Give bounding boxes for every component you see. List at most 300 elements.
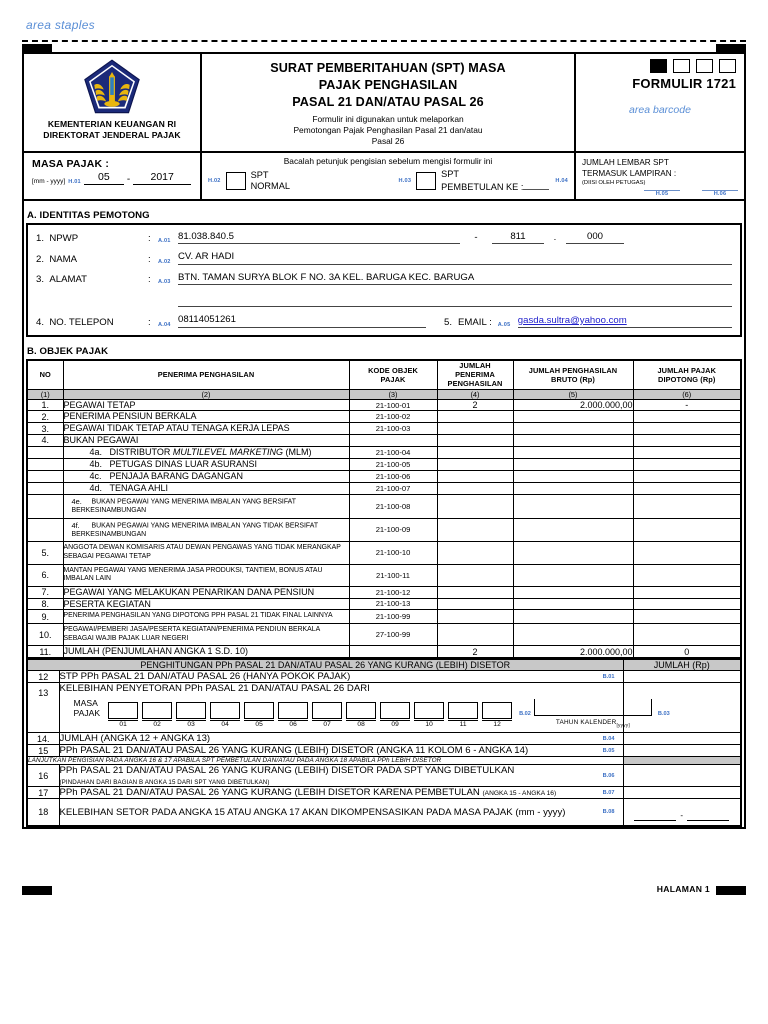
nama-colon: : [148, 253, 151, 265]
penghitungan-band-amount-header: JUMLAH (Rp) [623, 660, 741, 671]
row15-label: PPh PASAL 21 DAN/ATAU PASAL 26 YANG KURANG (LEBIH) DISETOR (ANGKA 11 KOLOM 6 - ANGKA 14) [59, 745, 529, 757]
row-pajak-dipotong[interactable] [633, 494, 741, 518]
barcode-area-label: area barcode [629, 104, 691, 116]
month-checkbox-06[interactable] [278, 702, 308, 728]
col-header-bruto-l2: BRUTO (Rp) [551, 374, 595, 384]
npwp-dot: . [553, 232, 557, 244]
row-pajak-dipotong[interactable] [633, 624, 741, 646]
row-penghasilan-bruto[interactable] [513, 542, 633, 564]
row13-masa-pajak-strip [60, 694, 670, 730]
month-checkbox-label-05: 05 [244, 720, 274, 728]
row-kode-objek-pajak: 21-100-01 [349, 399, 437, 411]
email-link[interactable]: gasda.sultra@yahoo.com [517, 314, 627, 326]
row12-label: STP PPh PASAL 21 DAN/ATAU PASAL 26 (HANYA POKOK PAJAK) [59, 671, 351, 683]
month-checkbox-label-10: 10 [414, 720, 444, 728]
row-penghasilan-bruto[interactable] [513, 624, 633, 646]
corner-mark-bottom-left [22, 886, 52, 895]
row-label-text: PEGAWAI TETAP [63, 399, 136, 410]
row-jumlah-penerima[interactable] [437, 598, 513, 610]
section-b-wrapper [24, 339, 744, 827]
npwp-row [36, 231, 732, 245]
alamat-colon: : [148, 274, 151, 286]
row-jumlah-penerima[interactable] [437, 482, 513, 494]
row-number: 8. [27, 598, 63, 610]
row13-tahun-format: [yyyy] [616, 723, 630, 729]
col-header-jumlah-penerima [437, 360, 513, 389]
row-label-text: PESERTA KEGIATAN [63, 598, 151, 609]
row-sub-number: 4e. [71, 496, 82, 506]
row-label [63, 624, 349, 646]
row-label [63, 411, 349, 423]
form-subtitle-line-1: Formulir ini digunakan untuk melaporkan [312, 114, 464, 124]
masa-pajak-separator: - [126, 174, 131, 186]
table-row [27, 435, 741, 447]
month-checkbox-box-06[interactable] [278, 702, 308, 719]
jumlah-lembar-line1: JUMLAH LEMBAR SPT [582, 157, 669, 167]
month-checkbox-10[interactable] [414, 702, 444, 728]
col-header-penerima: PENERIMA PENGHASILAN [63, 360, 349, 389]
row-penghasilan-bruto[interactable] [513, 586, 633, 598]
telepon-code: A.04 [158, 321, 171, 328]
row-kode-objek-pajak: 21-100-11 [349, 564, 437, 586]
calc-row-15 [27, 745, 741, 757]
row-label-text: PENJAJA BARANG DAGANGAN [109, 470, 244, 481]
row-sub-number: 4a. [89, 447, 103, 458]
row-label-tail: (MLM) [283, 446, 312, 457]
table-row [27, 610, 741, 624]
month-checkbox-label-03: 03 [176, 720, 206, 728]
row18-number: 18 [27, 799, 59, 827]
row16-subnote: (PINDAHAN DARI BAGIAN B ANGKA 15 DARI SPT YANG DIBETULKAN) [59, 779, 270, 787]
row-number: 9. [27, 610, 63, 624]
col-header-dipotong-l2: DIPOTONG (Rp) [658, 374, 716, 384]
row-label-text: PEGAWAI/PEMBERI JASA/PESERTA KEGIATAN/PENERIMA PENDIUN BERKALA SEBAGAI WAJIB PAJAK LUAR NEGERI [63, 626, 320, 642]
alamat-label-text: ALAMAT [49, 274, 88, 286]
row-jumlah-penerima[interactable] [437, 411, 513, 423]
row-number [27, 446, 63, 458]
row-label-text: DISTRIBUTOR [109, 446, 173, 457]
masa-pajak-code: H.01 [68, 179, 81, 186]
email-label-text: EMAIL : [458, 316, 492, 328]
row13-number: 13 [27, 683, 59, 733]
col-num-4: (4) [437, 389, 513, 399]
row-penghasilan-bruto[interactable] [513, 458, 633, 470]
table-row [27, 586, 741, 598]
page-footer-label: HALAMAN 1 [656, 884, 710, 894]
row-sub-number: 4b. [89, 459, 103, 470]
month-checkbox-box-04[interactable] [210, 702, 240, 719]
row12-amount[interactable] [623, 671, 741, 683]
row18-masa-pajak-fields [623, 799, 741, 827]
row-number: 5. [27, 542, 63, 564]
spt-pembetulan-checkbox[interactable] [416, 172, 436, 190]
table-row [27, 423, 741, 435]
row-number [27, 494, 63, 518]
row15-text [59, 745, 623, 757]
row17-amount[interactable] [623, 787, 741, 799]
form-code-box-4[interactable] [719, 59, 736, 73]
row18-month-input[interactable] [634, 809, 676, 821]
masa-pajak-year-input[interactable]: 2017 [133, 172, 191, 186]
month-checkbox-05[interactable] [244, 702, 274, 728]
col-header-kode-l1: KODE OBJEK [368, 365, 418, 375]
month-checkbox-box-05[interactable] [244, 702, 274, 719]
penghitungan-table [26, 659, 742, 827]
row-label-text: JUMLAH (PENJUMLAHAN ANGKA 1 S.D. 10) [63, 646, 249, 657]
row-label [63, 423, 349, 435]
row-label [63, 435, 349, 447]
row-jumlah-penerima[interactable] [437, 518, 513, 542]
row-pajak-dipotong[interactable] [633, 482, 741, 494]
telepon-input[interactable]: 08114051261 [178, 314, 426, 328]
row-penghasilan-bruto[interactable] [513, 610, 633, 624]
row-kode-objek-pajak: 21-100-04 [349, 446, 437, 458]
form-subtitle-line-3: Pasal 26 [371, 135, 405, 146]
row18-year-input[interactable] [687, 809, 729, 821]
month-checkbox-08[interactable] [346, 702, 376, 728]
ministry-name [28, 119, 196, 140]
row-pajak-dipotong[interactable] [633, 470, 741, 482]
form-code-box-1[interactable] [650, 59, 667, 73]
row-pajak-dipotong[interactable]: 0 [633, 646, 741, 658]
col-header-dipotong-l1: JUMLAH PAJAK [657, 365, 717, 375]
month-checkbox-label-12: 12 [482, 720, 512, 728]
row13-masa-label: MASA PAJAK [73, 698, 101, 719]
row-jumlah-penerima[interactable]: 2 [437, 646, 513, 658]
row-label-text: PENERIMA PENGHASILAN YANG DIPOTONG PPH PASAL 21 TIDAK FINAL LAINNYA [63, 612, 333, 620]
calc-row-16 [27, 765, 741, 787]
row-jumlah-penerima[interactable] [437, 470, 513, 482]
row16-code: B.06 [602, 772, 615, 779]
row-number: 4. [27, 435, 63, 447]
row-penghasilan-bruto[interactable]: 2.000.000,00 [513, 399, 633, 411]
row12-code: B.01 [602, 673, 615, 680]
col-header-kode-l2: PAJAK [380, 374, 406, 384]
col-num-3: (3) [349, 389, 437, 399]
objek-pajak-rows [27, 399, 741, 658]
row-kode-objek-pajak: 21-100-03 [349, 423, 437, 435]
form-title [208, 60, 568, 111]
spt-normal-checkbox[interactable] [226, 172, 246, 190]
row-pajak-dipotong[interactable] [633, 564, 741, 586]
form-header-band [24, 54, 744, 153]
table-row [27, 598, 741, 610]
row12-text [59, 671, 623, 683]
row15-code: B.05 [602, 747, 615, 754]
npwp-part3-input[interactable]: 000 [566, 231, 624, 245]
col-header-bruto-l1: JUMLAH PENGHASILAN [528, 365, 618, 375]
col-header-kode [349, 360, 437, 389]
alamat-label [36, 274, 148, 285]
npwp-label-text: NPWP [49, 233, 79, 245]
row14-text [59, 733, 623, 745]
month-checkbox-box-02[interactable] [142, 702, 172, 719]
masa-pajak-cell [24, 153, 202, 199]
row-pajak-dipotong[interactable] [633, 586, 741, 598]
row-jumlah-penerima[interactable]: 2 [437, 399, 513, 411]
row-penghasilan-bruto[interactable] [513, 518, 633, 542]
row-number: 6. [27, 564, 63, 586]
month-checkbox-box-01[interactable] [108, 702, 138, 719]
calc-row-17 [27, 787, 741, 799]
row-kode-objek-pajak: 21-100-10 [349, 542, 437, 564]
row-pajak-dipotong[interactable] [633, 423, 741, 435]
telepon-email-row [36, 314, 732, 328]
form-title-line-3: PASAL 21 DAN/ATAU PASAL 26 [292, 95, 484, 109]
row-number: 1. [27, 399, 63, 411]
row-penghasilan-bruto[interactable] [513, 446, 633, 458]
masa-pajak-fields [32, 172, 192, 186]
masa-pajak-month-input[interactable]: 05 [84, 172, 124, 186]
col-num-1: (1) [27, 389, 63, 399]
nama-code: A.02 [158, 258, 171, 265]
row18-label: KELEBIHAN SETOR PADA ANGKA 15 ATAU ANGKA 17 AKAN DIKOMPENSASIKAN PADA MASA PAJAK (mm - yyyy) [59, 806, 566, 818]
row-label-text: ANGGOTA DEWAN KOMISARIS ATAU DEWAN PENGAWAS YANG TIDAK MERANGKAP SEBAGAI PEGAWAI TETAP [63, 544, 341, 560]
month-checkbox-box-12[interactable] [482, 702, 512, 719]
month-checkbox-label-11: 11 [448, 720, 478, 728]
row-label [63, 598, 349, 610]
month-checkbox-07[interactable] [312, 702, 342, 728]
npwp-code: A.01 [158, 238, 171, 245]
row-jumlah-penerima[interactable] [437, 624, 513, 646]
row14-code: B.04 [602, 735, 615, 742]
row-kode-objek-pajak: 21-100-08 [349, 494, 437, 518]
spt-normal-code: H.02 [208, 177, 221, 184]
table-row [27, 518, 741, 542]
row-sub-number: 4d. [89, 483, 103, 494]
row-penghasilan-bruto[interactable] [513, 470, 633, 482]
row-penghasilan-bruto[interactable] [513, 598, 633, 610]
row-jumlah-penerima[interactable] [437, 435, 513, 447]
spt-normal-option[interactable] [226, 170, 290, 192]
row-penghasilan-bruto[interactable] [513, 482, 633, 494]
row-penghasilan-bruto[interactable] [513, 435, 633, 447]
month-checkbox-01[interactable] [108, 702, 138, 728]
row-jumlah-penerima[interactable] [437, 610, 513, 624]
section-a-box [26, 223, 742, 337]
row-label [63, 586, 349, 598]
row-kode-objek-pajak: 27-100-99 [349, 624, 437, 646]
row-penghasilan-bruto[interactable] [513, 564, 633, 586]
row-pajak-dipotong[interactable] [633, 435, 741, 447]
row-penghasilan-bruto[interactable] [513, 494, 633, 518]
spt-type-cell [202, 153, 576, 199]
alamat-continuation-line[interactable] [178, 292, 732, 307]
row12-number: 12 [27, 671, 59, 683]
alamat-input[interactable]: BTN. TAMAN SURYA BLOK F NO. 3A KEL. BARUGA KEC. BARUGA [178, 272, 732, 286]
form-code-boxes [584, 59, 736, 73]
col-header-jp-l2: PENERIMA [455, 370, 495, 380]
telepon-label-text: NO. TELEPON [49, 316, 114, 328]
form-code-box-3[interactable] [696, 59, 713, 73]
npwp-part1-input[interactable]: 81.038.840.5 [178, 231, 460, 245]
col-num-2: (2) [63, 389, 349, 399]
form-title-line-1: SURAT PEMBERITAHUAN (SPT) MASA [270, 61, 506, 75]
row-label [63, 446, 349, 458]
jumlah-lembar-code-2: H.06 [702, 190, 738, 197]
row14-label: JUMLAH (ANGKA 12 + ANGKA 13) [59, 733, 211, 745]
jumlah-lembar-cell [576, 153, 744, 199]
row-label [63, 542, 349, 564]
alamat-number: 3. [36, 274, 45, 286]
row-jumlah-penerima[interactable] [437, 564, 513, 586]
table-row [27, 399, 741, 411]
row-kode-objek-pajak: 21-100-02 [349, 411, 437, 423]
row-pajak-dipotong[interactable] [633, 518, 741, 542]
row-pajak-dipotong[interactable] [633, 598, 741, 610]
row-sub-number: 4c. [89, 471, 102, 482]
email-code: A.05 [497, 321, 511, 328]
npwp-label [36, 233, 148, 244]
penghitungan-band-title: PENGHITUNGAN PPh PASAL 21 DAN/ATAU PASAL 26 YANG KURANG (LEBIH) DISETOR [27, 660, 623, 671]
row17-label: PPh PASAL 21 DAN/ATAU PASAL 26 YANG KURANG (LEBIH DISETOR KARENA PEMBETULAN [59, 787, 480, 799]
row-label [63, 610, 349, 624]
row-label [63, 564, 349, 586]
row-label-text: PEGAWAI YANG MELAKUKAN PENARIKAN DANA PENSIUN [63, 586, 315, 597]
row16-number: 16 [27, 765, 59, 787]
month-checkbox-04[interactable] [210, 702, 240, 728]
row13-label: KELEBIHAN PENYETORAN PPh PASAL 21 DAN/ATAU PASAL 26 DARI [59, 683, 370, 695]
month-checkbox-03[interactable] [176, 702, 206, 728]
email-input[interactable] [518, 315, 732, 328]
ministry-line-2: DIREKTORAT JENDERAL PAJAK [43, 129, 181, 140]
jumlah-lembar-line2: TERMASUK LAMPIRAN : [582, 168, 677, 178]
nama-label-text: NAMA [49, 253, 78, 265]
row-label [63, 482, 349, 494]
form-title-cell [202, 54, 576, 151]
table-row [27, 564, 741, 586]
row-number: 2. [27, 411, 63, 423]
spt-normal-label-line2: NORMAL [250, 180, 290, 191]
row13-tahun-label-text: TAHUN KALENDER [555, 718, 617, 726]
row-pajak-dipotong[interactable] [633, 458, 741, 470]
row18-text [59, 799, 623, 827]
ministry-line-1: KEMENTERIAN KEUANGAN RI [47, 119, 177, 129]
corner-mark-bottom-right [716, 886, 746, 895]
section-b-heading: B. OBJEK PAJAK [27, 345, 109, 357]
row13-text [59, 683, 670, 733]
spt-pembetulan-option[interactable] [416, 169, 549, 193]
month-checkbox-box-10[interactable] [414, 702, 444, 719]
row-jumlah-penerima[interactable] [437, 494, 513, 518]
table-row [27, 494, 741, 518]
month-checkbox-02[interactable] [142, 702, 172, 728]
calc-note-text: LANJUTKAN PENGISIAN PADA ANGKA 16 & 17 APABILA SPT PEMBETULAN DAN/ATAU PADA ANGKA 18 APABILA PPh LEBIH DISETOR [27, 757, 623, 765]
section-a-heading: A. IDENTITAS PEMOTONG [27, 209, 150, 221]
form-title-line-2: PAJAK PENGHASILAN [318, 78, 458, 92]
spt-normal-label-line1: SPT [250, 169, 269, 180]
ministry-logo-cell [24, 54, 202, 151]
spt-pembetulan-label-line2: PEMBETULAN KE : [441, 181, 524, 192]
masa-spt-band [24, 153, 744, 201]
spt-type-options [208, 169, 568, 193]
table-row [27, 458, 741, 470]
staple-area-label: area staples [26, 18, 95, 32]
calc-note-row [27, 757, 741, 765]
row-number: 10. [27, 624, 63, 646]
telepon-number: 4. [36, 316, 45, 328]
col-num-6: (6) [633, 389, 741, 399]
month-checkbox-12[interactable] [482, 702, 512, 728]
table-row [27, 446, 741, 458]
col-header-bruto [513, 360, 633, 389]
formulir-label: FORMULIR 1721 [632, 76, 736, 91]
table-column-number-row [27, 389, 741, 399]
row16-amount[interactable] [623, 765, 741, 787]
row13-tahun-kalender [534, 699, 652, 728]
row-pajak-dipotong[interactable] [633, 446, 741, 458]
col-header-jp-l3: PENGHASILAN [447, 379, 503, 389]
spt-pembetulan-label-line1: SPT [441, 168, 460, 179]
row-penghasilan-bruto[interactable] [513, 411, 633, 423]
row-number [27, 518, 63, 542]
calc-note-amount-blank [623, 757, 741, 765]
row-pajak-dipotong[interactable]: - [633, 399, 741, 411]
table-row [27, 624, 741, 646]
calc-row-18 [27, 799, 741, 827]
calc-row-13 [27, 683, 741, 733]
row-label-text: BUKAN PEGAWAI YANG MENERIMA IMBALAN YANG BERSIFAT BERKESINAMBUNGAN [71, 498, 296, 514]
row-jumlah-penerima[interactable] [437, 458, 513, 470]
row-number: 3. [27, 423, 63, 435]
row-kode-objek-pajak: 21-100-13 [349, 598, 437, 610]
objek-pajak-table [26, 359, 742, 659]
nama-input[interactable]: CV. AR HADI [178, 251, 732, 265]
formulir-cell [576, 54, 744, 151]
month-checkbox-box-11[interactable] [448, 702, 478, 719]
row-label-text: MANTAN PEGAWAI YANG MENERIMA JASA PRODUKSI, TANTIEM, BONUS ATAU IMBALAN LAIN [63, 566, 323, 583]
month-checkbox-label-08: 08 [346, 720, 376, 728]
row13-tahun-input[interactable] [534, 699, 652, 716]
row-pajak-dipotong[interactable] [633, 542, 741, 564]
month-checkbox-box-07[interactable] [312, 702, 342, 719]
row-kode-objek-pajak: 21-100-06 [349, 470, 437, 482]
spt-pembetulan-label [441, 169, 549, 193]
row-pajak-dipotong[interactable] [633, 610, 741, 624]
alamat-code: A.03 [158, 279, 171, 286]
nama-number: 2. [36, 253, 45, 265]
row-penghasilan-bruto[interactable]: 2.000.000,00 [513, 646, 633, 658]
row-kode-objek-pajak: 21-100-09 [349, 518, 437, 542]
form-code-box-2[interactable] [673, 59, 690, 73]
row-jumlah-penerima[interactable] [437, 542, 513, 564]
table-header-row [27, 360, 741, 389]
spt-pembetulan-input[interactable] [523, 180, 549, 190]
month-checkbox-box-08[interactable] [346, 702, 376, 719]
npwp-part2-input[interactable]: 811 [492, 231, 544, 245]
month-checkbox-11[interactable] [448, 702, 478, 728]
row-kode-objek-pajak: 21-100-05 [349, 458, 437, 470]
row-penghasilan-bruto[interactable] [513, 423, 633, 435]
row15-amount[interactable] [623, 745, 741, 757]
row-number: 7. [27, 586, 63, 598]
row-pajak-dipotong[interactable] [633, 411, 741, 423]
month-checkbox-09[interactable] [380, 702, 410, 728]
row-jumlah-penerima[interactable] [437, 586, 513, 598]
row-label-text: BUKAN PEGAWAI [63, 435, 139, 446]
row-jumlah-penerima[interactable] [437, 423, 513, 435]
jumlah-lembar-label [582, 157, 738, 179]
email-number: 5. [444, 316, 453, 328]
month-checkbox-box-09[interactable] [380, 702, 410, 719]
row-jumlah-penerima[interactable] [437, 446, 513, 458]
row-label-italic: MULTILEVEL MARKETING [172, 446, 284, 457]
nama-row [36, 251, 732, 265]
row-label [63, 646, 349, 658]
month-checkbox-box-03[interactable] [176, 702, 206, 719]
row14-amount[interactable] [623, 733, 741, 745]
month-checkbox-label-06: 06 [278, 720, 308, 728]
